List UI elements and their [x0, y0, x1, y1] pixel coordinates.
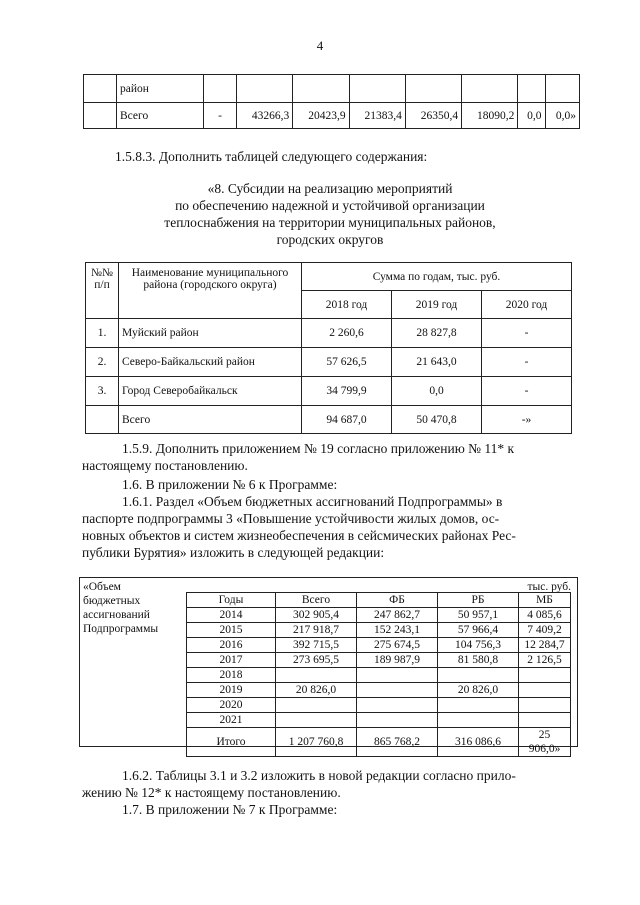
top-table-total-label: Всего — [117, 103, 204, 129]
table-row: 2020 — [187, 698, 571, 713]
top-table-cell: 20423,9 — [293, 103, 349, 129]
table-row: 2018 — [187, 668, 571, 683]
table-row: 2021 — [187, 713, 571, 728]
top-table-cell: 21383,4 — [349, 103, 405, 129]
table8-header-sum: Сумма по годам, тыс. руб. — [302, 263, 572, 291]
table-row: Годы Всего ФБ РБ МБ — [187, 593, 571, 608]
top-table-row-label: район — [117, 75, 204, 103]
paragraph-1-5-8-3: 1.5.8.3. Дополнить таблицей следующего содержания: — [115, 149, 428, 164]
top-table-cell: 18090,2 — [462, 103, 518, 129]
paragraph-1-6: 1.6. В приложении № 6 к Программе: — [122, 477, 338, 492]
table8-title-line: «8. Субсидии на реализацию мероприятий — [207, 181, 453, 196]
table8-title-line: городских округов — [276, 232, 384, 247]
top-table-cell: - — [204, 103, 237, 129]
table-row: 2016 392 715,5 275 674,5 104 756,3 12 284,7 — [187, 638, 571, 653]
budget-unit: тыс. руб. — [527, 581, 571, 593]
table8-year-header: 2020 год — [482, 291, 572, 319]
paragraph-1-7: 1.7. В приложении № 7 к Программе: — [122, 802, 338, 817]
table8-year-header: 2018 год — [302, 291, 392, 319]
top-table — [83, 74, 580, 129]
table-row: 2015 217 918,7 152 243,1 57 966,4 7 409,2 — [187, 623, 571, 638]
page-number: 4 — [316, 38, 324, 53]
table-row: 1. Муйский район 2 260,6 28 827,8 - — [86, 319, 572, 348]
table8-header-name: Наименование муниципального района (городского округа) — [119, 263, 302, 319]
budget-label: «Объем бюджетных ассигнований Подпрограммы — [83, 581, 159, 635]
table-row: 2014 302 905,4 247 862,7 50 957,1 4 085,6 — [187, 608, 571, 623]
table8-header-num: №№ п/п — [86, 263, 119, 319]
top-table-cell: 0,0» — [545, 103, 579, 129]
paragraph-1-5-9: 1.5.9. Дополнить приложением № 19 согласно приложению № 11* к настоящему постановлению. — [82, 441, 515, 473]
table-row-total: Всего 94 687,0 50 470,8 -» — [86, 406, 572, 434]
top-table-cell: 0,0 — [518, 103, 545, 129]
table-row: 3. Город Северобайкальск 34 799,9 0,0 - — [86, 377, 572, 406]
table8-title-line: по обеспечению надежной и устойчивой организации — [175, 198, 485, 213]
table-row: 2017 273 695,5 189 987,9 81 580,8 2 126,5 — [187, 653, 571, 668]
top-table-cell: 26350,4 — [405, 103, 461, 129]
budget-table — [186, 592, 571, 757]
table-row-total: Итого 1 207 760,8 865 768,2 316 086,6 25 906,0» — [187, 728, 571, 757]
subsidies-table — [85, 262, 572, 434]
table-row: 2019 20 826,0 20 826,0 — [187, 683, 571, 698]
paragraph-1-6-2: 1.6.2. Таблицы 3.1 и 3.2 изложить в новой редакции согласно прило- жению № 12* к настоящему постановлению. — [82, 768, 516, 800]
top-table-cell: 43266,3 — [237, 103, 293, 129]
table8-title-line: теплоснабжения на территории муниципальных районов, — [164, 215, 496, 230]
table8-title — [80, 180, 580, 248]
paragraph-1-6-1: 1.6.1. Раздел «Объем бюджетных ассигнований Подпрограммы» в паспорте подпрограммы 3 «Повышение устойчивости жилых домов, ос- новных объектов и систем жизнеобеспечения в сейсмических районах Рес- публики Бурятия» изложить в следующей редакции: — [82, 494, 516, 560]
table8-year-header: 2019 год — [392, 291, 482, 319]
table-row: 2. Северо-Байкальский район 57 626,5 21 643,0 - — [86, 348, 572, 377]
